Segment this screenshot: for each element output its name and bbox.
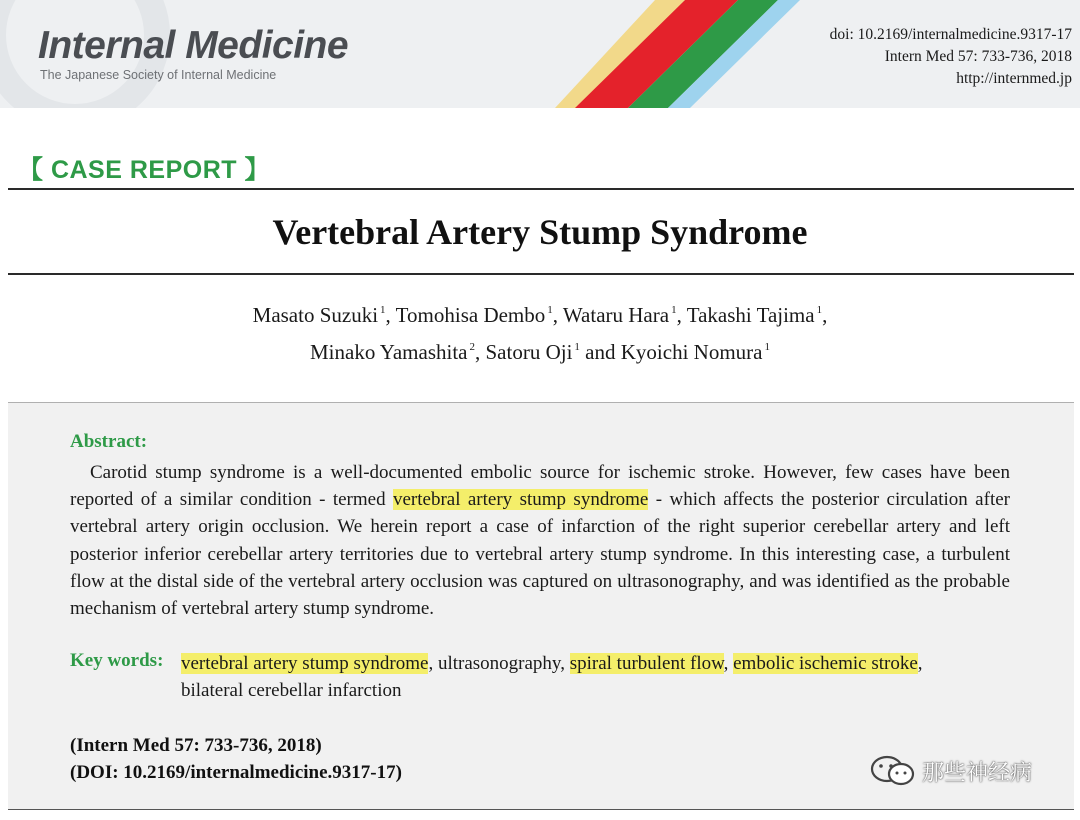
keyword-highlighted: embolic ischemic stroke bbox=[733, 653, 918, 674]
author-name: Minako Yamashita bbox=[310, 340, 468, 364]
journal-subtitle: The Japanese Society of Internal Medicine bbox=[40, 68, 277, 82]
author-affiliation: 1 bbox=[816, 304, 823, 316]
author-affiliation: 1 bbox=[764, 341, 770, 353]
abstract-body: Carotid stump syndrome is a well-documented embolic source for ischemic stroke. However, few cases have been reported of a similar condition - termed vertebral artery stump syndrome - which affects the posterior circulation after vertebral artery origin occlusion. We herein report a case of infarction of the right superior cerebellar artery and left posterior inferior cerebellar artery territories due to vertebral artery stump syndrome. In this interesting case, a turbulent flow at the distal side of the vertebral artery occlusion was captured on ultrasonography, and was identified as the probable mechanism of vertebral artery stump syndrome. bbox=[70, 462, 1010, 620]
journal-header bbox=[0, 0, 1080, 108]
watermark-text: 那些神经病 bbox=[922, 760, 1033, 786]
title-rule-top bbox=[8, 188, 1074, 190]
header-doi: doi: 10.2169/internalmedicine.9317-17 bbox=[829, 26, 1072, 43]
author-affiliation: 1 bbox=[380, 304, 386, 316]
abstract-box bbox=[8, 402, 1074, 810]
title-rule-bottom bbox=[8, 273, 1074, 275]
header-citation: Intern Med 57: 733-736, 2018 bbox=[884, 48, 1072, 65]
author-name: Takashi Tajima bbox=[686, 303, 815, 327]
author-line-2: Minako Yamashita $^2$, Satoru Oji $^1$ and Kyoichi Nomura $^1$ bbox=[310, 340, 770, 364]
author-name: Kyoichi Nomura bbox=[620, 340, 763, 364]
header-info bbox=[830, 24, 1072, 90]
citation-block bbox=[70, 732, 402, 786]
author-affiliation: 1 bbox=[574, 341, 580, 353]
header-url[interactable]: http://internmed.jp bbox=[956, 70, 1072, 87]
author-line-1: Masato Suzuki $^1$, Tomohisa Dembo $^1$, Wataru Hara $^1$, Takashi Tajima $^1$, bbox=[252, 303, 828, 327]
keywords-list: vertebral artery stump syndrome, ultrasonography, spiral turbulent flow, embolic ischemic stroke, bilateral cerebellar infarction bbox=[181, 653, 923, 701]
highlighted-term: vertebral artery stump syndrome bbox=[392, 489, 649, 511]
author-name: Tomohisa Dembo bbox=[395, 303, 546, 327]
author-affiliation: 1 bbox=[547, 304, 553, 316]
section-label: 【 CASE REPORT 】 bbox=[18, 156, 270, 184]
author-affiliation: 2 bbox=[469, 341, 475, 353]
author-affiliation: 1 bbox=[671, 304, 677, 316]
author-name: Satoru Oji bbox=[485, 340, 573, 364]
article-title: Vertebral Artery Stump Syndrome bbox=[272, 212, 808, 252]
wechat-icon bbox=[870, 755, 916, 787]
citation-journal: (Intern Med 57: 733-736, 2018) bbox=[70, 735, 322, 756]
keyword: ultrasonography bbox=[437, 653, 561, 674]
keyword-highlighted: vertebral artery stump syndrome bbox=[181, 653, 429, 674]
citation-doi: (DOI: 10.2169/internalmedicine.9317-17) bbox=[70, 762, 402, 783]
author-name: Wataru Hara bbox=[562, 303, 670, 327]
keyword: bilateral cerebellar infarction bbox=[181, 680, 402, 701]
author-list bbox=[0, 294, 1080, 368]
abstract-heading: Abstract: bbox=[70, 431, 148, 452]
keywords-heading: Key words: bbox=[70, 650, 164, 671]
author-name: Masato Suzuki bbox=[252, 303, 379, 327]
journal-title: Internal Medicine bbox=[38, 24, 349, 67]
watermark bbox=[870, 755, 1032, 787]
keyword-highlighted: spiral turbulent flow bbox=[569, 653, 724, 674]
